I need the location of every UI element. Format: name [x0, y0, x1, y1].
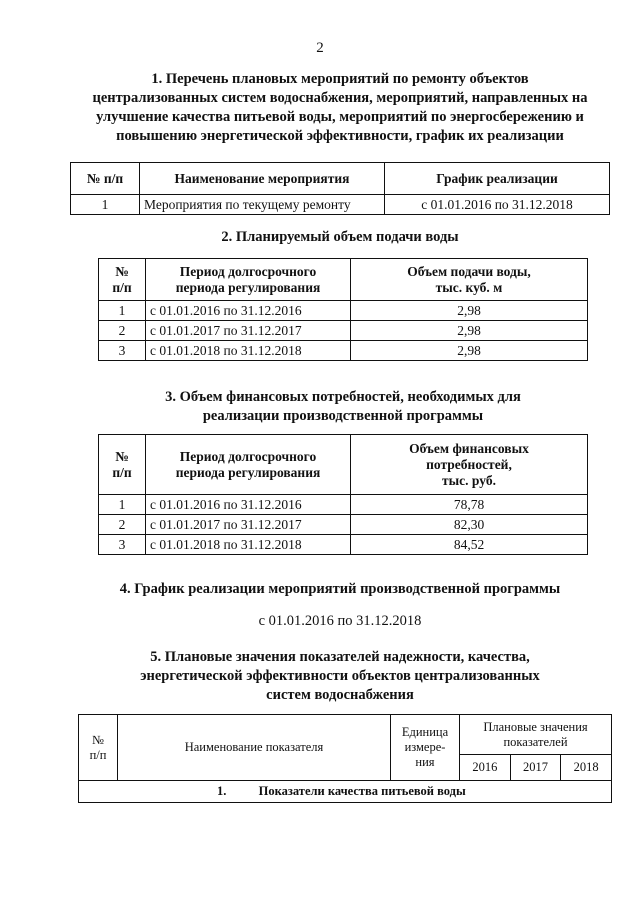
table-row: 1 с 01.01.2016 по 31.12.2016 78,78 — [99, 495, 588, 515]
col-schedule: График реализации — [385, 163, 610, 195]
col-num: № п/п — [71, 163, 140, 195]
section5-title: 5. Плановые значения показателей надежности, качества, энергетической эффективности объектов централизованных систем водоснабжения — [140, 649, 540, 703]
section1-title: 1. Перечень плановых мероприятий по ремонту объектов централизованных систем водоснабжения, мероприятий, направленных на улучшение качества питьевой воды, мероприятий по энергосбережению и повышению энергетической эффективности, график их реализации — [92, 71, 588, 144]
table-row: 1 Мероприятия по текущему ремонту с 01.01.2016 по 31.12.2018 — [71, 195, 610, 215]
col-volume: Объем подачи воды, тыс. куб. м — [351, 259, 588, 301]
col-finance: Объем финансовых потребностей, тыс. руб. — [351, 435, 588, 495]
col-period: Период долгосрочного периода регулирования — [146, 435, 351, 495]
table-row: 3 с 01.01.2018 по 31.12.2018 84,52 — [99, 535, 588, 555]
page-number: 2 — [316, 40, 324, 56]
financial-needs-table — [98, 434, 588, 555]
subsection-row — [79, 781, 612, 803]
col-period: Период долгосрочного периода регулирования — [146, 259, 351, 301]
table-row: 2 с 01.01.2017 по 31.12.2017 82,30 — [99, 515, 588, 535]
section4-title: 4. График реализации мероприятий производственной программы — [119, 581, 561, 597]
activities-table — [70, 162, 610, 215]
subsection-number: 1. — [217, 784, 227, 798]
table-row: 3 с 01.01.2018 по 31.12.2018 2,98 — [99, 341, 588, 361]
col-year-2016: 2016 — [460, 755, 511, 781]
col-activity: Наименование мероприятия — [140, 163, 385, 195]
col-planned-values: Плановые значения показателей — [460, 715, 612, 755]
section2-title: 2. Планируемый объем подачи воды — [221, 229, 459, 245]
col-unit: Единица измере- ния — [391, 715, 460, 781]
col-year-2018: 2018 — [561, 755, 612, 781]
col-num: № п/п — [99, 259, 146, 301]
col-num: № п/п — [99, 435, 146, 495]
section4-period: с 01.01.2016 по 31.12.2018 — [258, 613, 422, 629]
col-indicator-name: Наименование показателя — [118, 715, 391, 781]
col-year-2017: 2017 — [510, 755, 561, 781]
section3-title: 3. Объем финансовых потребностей, необходимых для реализации производственной программы — [165, 389, 521, 424]
col-num: № п/п — [79, 715, 118, 781]
water-volume-table — [98, 258, 588, 361]
table-row: 2 с 01.01.2017 по 31.12.2017 2,98 — [99, 321, 588, 341]
indicators-table — [78, 714, 612, 803]
subsection-title: Показатели качества питьевой воды — [258, 784, 466, 798]
table-row: 1 с 01.01.2016 по 31.12.2016 2,98 — [99, 301, 588, 321]
